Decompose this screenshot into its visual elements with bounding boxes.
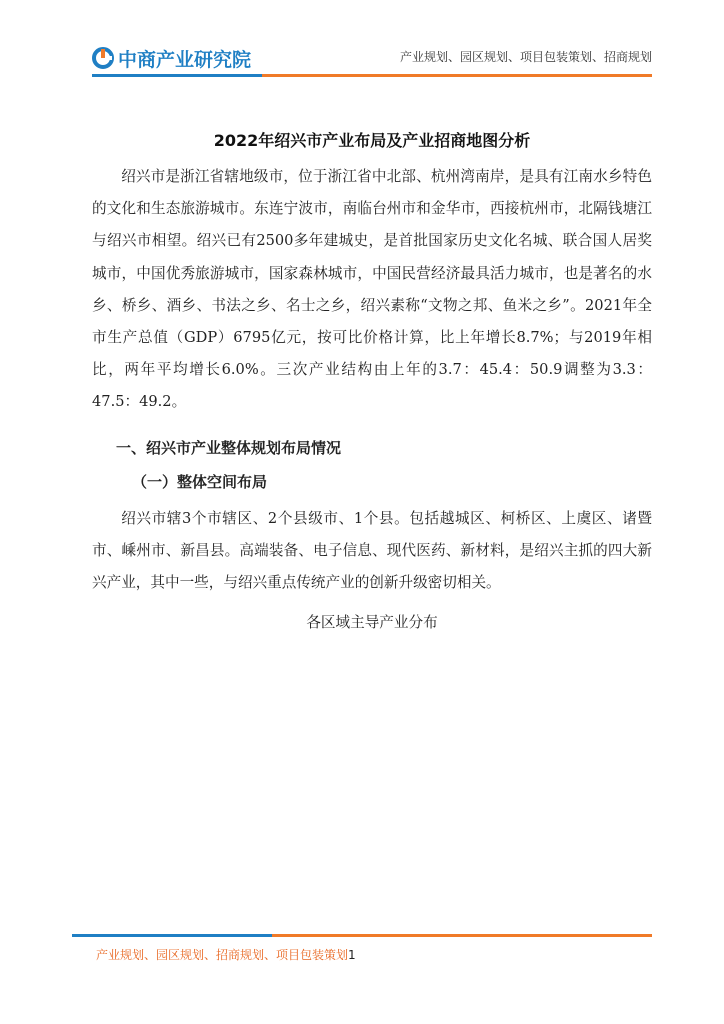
footer-rule-orange bbox=[272, 934, 652, 937]
header-tagline: 产业规划、园区规划、项目包装策划、招商规划 bbox=[399, 50, 652, 64]
intro-paragraph: 绍兴市是浙江省辖地级市，位于浙江省中北部、杭州湾南岸，是具有江南水乡特色的文化和生态旅游城市。东连宁波市，南临台州市和金华市，西接杭州市，北隔钱塘江与绍兴市相望。绍兴已有2500多年建城史，是首批国家历史文化名城、联合国人居奖城市，中国优秀旅游城市，国家森林城市，中国民营经济最具活力城市，也是著名的水乡、桥乡、酒乡、书法之乡、名士之乡，绍兴素称“文物之邦、鱼米之乡”。2021年全市生产总值（GDP）6795亿元，按可比价格计算，比上年增长8.7%；与2019年相比，两年平均增长6.0%。三次产业结构由上年的3.7：45.4：50.9调整为3.3：47.5：49.2。 bbox=[92, 168, 652, 411]
logo-mark-icon bbox=[92, 47, 114, 69]
page-footer bbox=[96, 946, 356, 963]
figure-caption: 各区域主导产业分布 bbox=[306, 614, 438, 632]
footer-rule-blue bbox=[72, 934, 272, 937]
logo-text: 中商产业研究院 bbox=[118, 48, 252, 71]
section-paragraph: 绍兴市辖3个市辖区、2个县级市、1个县。包括越城区、柯桥区、上虞区、诸暨市、嵊州市、新昌县。高端装备、电子信息、现代医药、新材料，是绍兴主抓的四大新兴产业，其中一些，与绍兴重点传统产业的创新升级密切相关。 bbox=[92, 509, 652, 592]
company-logo bbox=[92, 44, 251, 72]
document-title: 2022年绍兴市产业布局及产业招商地图分析 bbox=[213, 131, 531, 150]
footer-text: 产业规划、园区规划、招商规划、项目包装策划 bbox=[96, 948, 349, 962]
section-heading: 一、绍兴市产业整体规划布局情况 bbox=[116, 438, 342, 457]
page-number: 1 bbox=[348, 948, 356, 962]
page-header bbox=[0, 0, 724, 80]
header-rule-orange bbox=[262, 74, 652, 77]
subsection-heading: （一）整体空间布局 bbox=[132, 472, 268, 491]
document-body bbox=[92, 120, 652, 632]
header-rule-blue bbox=[92, 74, 262, 77]
